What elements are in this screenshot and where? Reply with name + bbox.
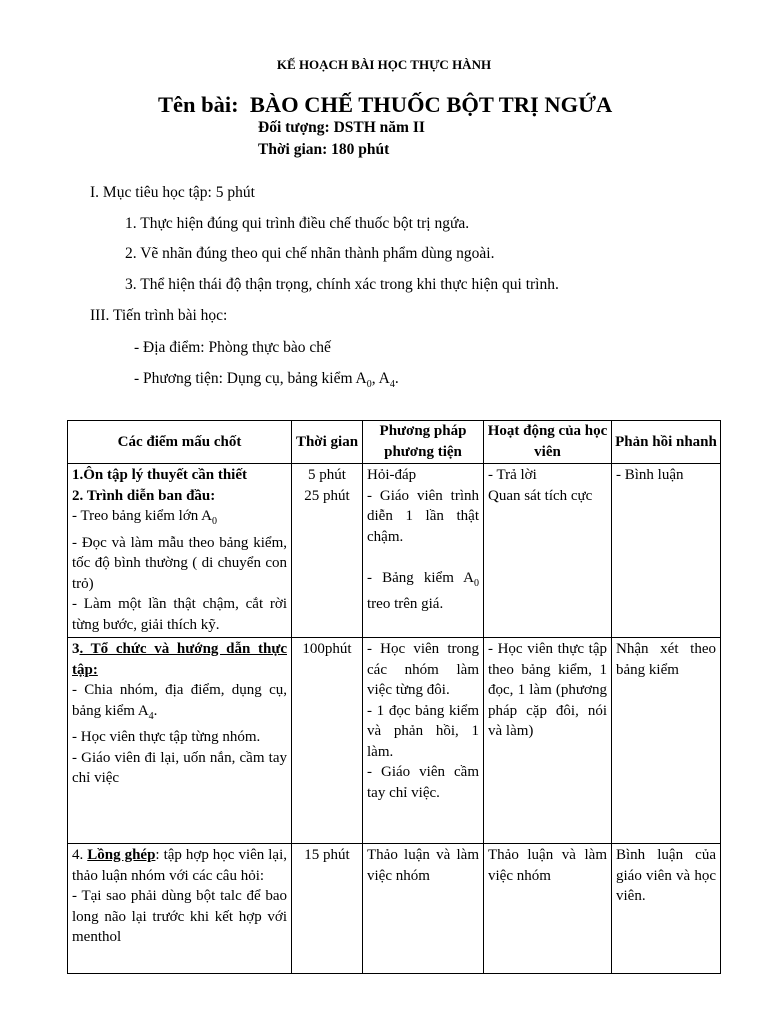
duration: Thời gian: 180 phút bbox=[258, 141, 390, 158]
lesson-title bbox=[158, 92, 612, 118]
objectives-heading: I. Mục tiêu học tập: 5 phút bbox=[90, 184, 255, 201]
process-location: - Địa điểm: Phòng thực bào chế bbox=[134, 339, 331, 356]
activity-cell: - Trả lời Quan sát tích cực bbox=[484, 464, 612, 638]
process-heading: III. Tiến trình bài học: bbox=[90, 307, 228, 324]
table-row bbox=[68, 464, 721, 638]
time-cell: 5 phút 25 phút bbox=[292, 464, 363, 638]
time-cell: 15 phút bbox=[292, 844, 363, 974]
table-header-row bbox=[68, 421, 721, 464]
plan-heading: KẾ HOẠCH BÀI HỌC THỰC HÀNH bbox=[276, 57, 492, 72]
lesson-title-name: BÀO CHẾ THUỐC BỘT TRỊ NGỨA bbox=[249, 92, 613, 117]
header-time: Thời gian bbox=[292, 421, 363, 464]
lesson-title-label: Tên bài: bbox=[158, 92, 239, 117]
feedback-cell: Bình luận của giáo viên và học viên. bbox=[612, 844, 721, 974]
method-cell: Hỏi-đáp - Giáo viên trình diễn 1 lần thật chậm. - Bảng kiểm $A_0$ treo trên giá. bbox=[363, 464, 484, 638]
feedback-cell: - Bình luận bbox=[612, 464, 721, 638]
header-feedback: Phản hồi nhanh bbox=[612, 421, 721, 464]
process-means: - Phương tiện: Dụng cụ, bảng kiểm $A_0$, $A_4$. bbox=[134, 370, 399, 391]
header-key-points: Các điểm mấu chốt bbox=[68, 421, 292, 464]
lesson-plan-table bbox=[67, 420, 721, 974]
time-cell: 100phút bbox=[292, 638, 363, 844]
objective-item-2: 2. Vẽ nhãn đúng theo qui chế nhãn thành phẩm dùng ngoài. bbox=[125, 245, 495, 262]
feedback-cell: Nhận xét theo bảng kiểm bbox=[612, 638, 721, 844]
objective-item-3: 3. Thể hiện thái độ thận trọng, chính xác trong khi thực hiện qui trình. bbox=[125, 276, 559, 293]
key-points-cell: 3. Tổ chức và hướng dẫn thực tập: - Chia nhóm, địa điểm, dụng cụ, bảng kiểm $A_4$. - Học viên thực tập từng nhóm. - Giáo viên đi lại, uốn nắn, cầm tay chỉ việc bbox=[68, 638, 292, 844]
table-row bbox=[68, 638, 721, 844]
key-points-cell: 4. Lồng ghép: tập hợp học viên lại, thảo luận nhóm với các câu hỏi: - Tại sao phải dùng bột talc để bao long não lại trước khi kết hợp với menthol bbox=[68, 844, 292, 974]
activity-cell: - Học viên thực tập theo bảng kiểm, 1 đọc, 1 làm (phương pháp cặp đôi, nói và làm) bbox=[484, 638, 612, 844]
activity-cell: Thảo luận và làm việc nhóm bbox=[484, 844, 612, 974]
key-points-cell: 1.Ôn tập lý thuyết cần thiết 2. Trình diễn ban đầu: - Treo bảng kiểm lớn $A_0$ - Đọc và làm mẫu theo bảng kiểm, tốc độ bình thường ( di chuyển con trỏ) - Làm một lần thật chậm, cắt rời từng bước, giải thích kỹ. bbox=[68, 464, 292, 638]
table-row bbox=[68, 844, 721, 974]
header-method: Phương pháp phương tiện bbox=[363, 421, 484, 464]
audience: Đối tượng: DSTH năm II bbox=[258, 119, 425, 136]
method-cell: Thảo luận và làm việc nhóm bbox=[363, 844, 484, 974]
objective-item-1: 1. Thực hiện đúng qui trình điều chế thuốc bột trị ngứa. bbox=[125, 215, 470, 232]
header-activity: Hoạt động của học viên bbox=[484, 421, 612, 464]
method-cell: - Học viên trong các nhóm làm việc từng đôi. - 1 đọc bảng kiểm và phản hồi, 1 làm. - Giáo viên cầm tay chỉ việc. bbox=[363, 638, 484, 844]
